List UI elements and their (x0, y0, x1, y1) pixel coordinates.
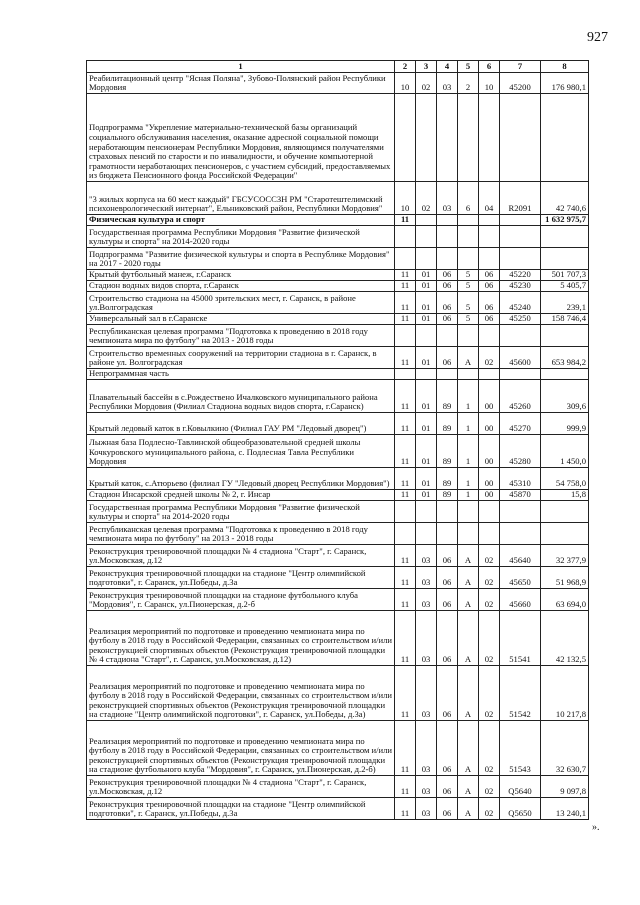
program-code-cell: 89 (437, 380, 458, 413)
program-code-cell: 03 (437, 182, 458, 215)
direction-code-cell: 45640 (500, 545, 541, 567)
table-row (87, 545, 589, 567)
column-header: 2 (395, 61, 416, 73)
row-name-cell: Строительство временных сооружений на территории стадиона в г. Саранск, в районе ул. Волгоградская (87, 347, 395, 369)
section-code-cell: 11 (395, 490, 416, 501)
section-code-cell (395, 248, 416, 270)
section-code-cell: 11 (395, 798, 416, 820)
column-header: 4 (437, 61, 458, 73)
event-code-cell: 02 (479, 666, 500, 721)
table-row (87, 226, 589, 248)
direction-code-cell: 45200 (500, 73, 541, 94)
subsection-code-cell (416, 226, 437, 248)
subprogram-code-cell (458, 369, 479, 380)
row-name-cell: Стадион Инсарской средней школы № 2, г. Инсар (87, 490, 395, 501)
amount-cell: 1 632 975,7 (541, 215, 589, 226)
table-row (87, 94, 589, 182)
subsection-code-cell: 03 (416, 567, 437, 589)
program-code-cell: 06 (437, 281, 458, 292)
row-name-cell: Государственная программа Республики Мордовия "Развитие физической культуры и спорта" на 2014-2020 годы (87, 226, 395, 248)
event-code-cell (479, 501, 500, 523)
program-code-cell (437, 226, 458, 248)
direction-code-cell: 51543 (500, 721, 541, 776)
row-name-cell: Универсальный зал в г.Саранске (87, 314, 395, 325)
amount-cell (541, 501, 589, 523)
subprogram-code-cell (458, 523, 479, 545)
amount-cell: 32 377,9 (541, 545, 589, 567)
direction-code-cell (500, 94, 541, 182)
section-code-cell: 11 (395, 413, 416, 435)
event-code-cell: 00 (479, 490, 500, 501)
amount-cell: 239,1 (541, 292, 589, 314)
table-row (87, 292, 589, 314)
subsection-code-cell (416, 94, 437, 182)
subprogram-code-cell (458, 94, 479, 182)
subsection-code-cell (416, 215, 437, 226)
row-name-cell: Крытый футбольный манеж, г.Саранск (87, 270, 395, 281)
subprogram-code-cell (458, 248, 479, 270)
row-name-cell: Республиканская целевая программа "Подготовка к проведению в 2018 году чемпионата мира по футболу" на 2013 - 2018 годы (87, 523, 395, 545)
direction-code-cell: 45280 (500, 435, 541, 468)
amount-cell (541, 248, 589, 270)
section-code-cell (395, 226, 416, 248)
subprogram-code-cell: А (458, 545, 479, 567)
row-name-cell: Реконструкция тренировочной площадки на стадионе "Центр олимпийской подготовки", г. Саранск, ул.Победы, д.3а (87, 567, 395, 589)
subsection-code-cell: 01 (416, 435, 437, 468)
program-code-cell (437, 523, 458, 545)
column-header: 3 (416, 61, 437, 73)
subprogram-code-cell: А (458, 666, 479, 721)
direction-code-cell: 45600 (500, 347, 541, 369)
direction-code-cell: 45270 (500, 413, 541, 435)
amount-cell: 13 240,1 (541, 798, 589, 820)
amount-cell (541, 226, 589, 248)
section-code-cell: 11 (395, 292, 416, 314)
event-code-cell: 00 (479, 435, 500, 468)
subprogram-code-cell: 1 (458, 490, 479, 501)
amount-cell: 51 968,9 (541, 567, 589, 589)
table-row (87, 468, 589, 490)
amount-cell: 1 450,0 (541, 435, 589, 468)
direction-code-cell (500, 248, 541, 270)
program-code-cell: 89 (437, 435, 458, 468)
amount-cell (541, 369, 589, 380)
subprogram-code-cell: 1 (458, 468, 479, 490)
event-code-cell: 00 (479, 380, 500, 413)
subsection-code-cell: 01 (416, 413, 437, 435)
section-code-cell: 11 (395, 314, 416, 325)
amount-cell: 32 630,7 (541, 721, 589, 776)
direction-code-cell: 45230 (500, 281, 541, 292)
program-code-cell (437, 94, 458, 182)
subprogram-code-cell (458, 226, 479, 248)
section-code-cell: 11 (395, 281, 416, 292)
subsection-code-cell: 03 (416, 611, 437, 666)
amount-cell: 42 132,5 (541, 611, 589, 666)
table-row (87, 182, 589, 215)
table-row (87, 215, 589, 226)
table-row (87, 270, 589, 281)
event-code-cell (479, 325, 500, 347)
direction-code-cell: 45260 (500, 380, 541, 413)
amount-cell: 10 217,8 (541, 666, 589, 721)
row-name-cell: Подпрограмма "Развитие физической культуры и спорта в Республике Мордовия" на 2017 - 2020 годы (87, 248, 395, 270)
column-header: 1 (87, 61, 395, 73)
program-code-cell: 89 (437, 490, 458, 501)
direction-code-cell: 51542 (500, 666, 541, 721)
table-row (87, 776, 589, 798)
direction-code-cell (500, 523, 541, 545)
subprogram-code-cell: 5 (458, 270, 479, 281)
row-name-cell: Стадион водных видов спорта, г.Саранск (87, 281, 395, 292)
event-code-cell: 06 (479, 281, 500, 292)
event-code-cell: 06 (479, 292, 500, 314)
subprogram-code-cell: А (458, 611, 479, 666)
program-code-cell: 06 (437, 545, 458, 567)
direction-code-cell (500, 369, 541, 380)
table-row (87, 589, 589, 611)
event-code-cell: 02 (479, 798, 500, 820)
subsection-code-cell: 01 (416, 314, 437, 325)
row-name-cell: Лыжная база Подлесно-Тавлинской общеобразовательной средней школы Кочкуровского муниципального района, с. Подлесная Тавла Республики Мордовия (87, 435, 395, 468)
event-code-cell: 02 (479, 721, 500, 776)
direction-code-cell (500, 325, 541, 347)
subprogram-code-cell: 2 (458, 73, 479, 94)
event-code-cell: 02 (479, 589, 500, 611)
row-name-cell: Реализация мероприятий по подготовке и проведению чемпионата мира по футболу в 2018 году в Российской Федерации, связанных со строительством и/или реконструкцией спортивных объектов (Реконструкция тренировочной площадки № 4 стадиона "Старт", г. Саранск, ул.Московская, д.12) (87, 611, 395, 666)
closing-quote-mark: ». (592, 822, 600, 833)
subprogram-code-cell: 5 (458, 281, 479, 292)
row-name-cell: Реконструкция тренировочной площадки на стадионе футбольного клуба "Мордовия", г. Саранск, ул.Пионерская, д.2-б (87, 589, 395, 611)
subprogram-code-cell: А (458, 776, 479, 798)
row-name-cell: Непрограммная часть (87, 369, 395, 380)
table-row (87, 501, 589, 523)
table-row (87, 325, 589, 347)
direction-code-cell: 45220 (500, 270, 541, 281)
column-header: 5 (458, 61, 479, 73)
amount-cell: 54 758,0 (541, 468, 589, 490)
direction-code-cell (500, 215, 541, 226)
row-name-cell: "3 жилых корпуса на 60 мест каждый" ГБСУСОССЗН РМ "Старотештелимский психоневрологический интернат", Ельниковский район, Республики Мордовия" (87, 182, 395, 215)
program-code-cell: 06 (437, 314, 458, 325)
subprogram-code-cell: А (458, 347, 479, 369)
subprogram-code-cell (458, 325, 479, 347)
program-code-cell (437, 215, 458, 226)
section-code-cell: 11 (395, 468, 416, 490)
table-row (87, 413, 589, 435)
event-code-cell: 04 (479, 182, 500, 215)
section-code-cell: 11 (395, 215, 416, 226)
row-name-cell: Государственная программа Республики Мордовия "Развитие физической культуры и спорта" на 2014-2020 годы (87, 501, 395, 523)
direction-code-cell: 45310 (500, 468, 541, 490)
event-code-cell: 10 (479, 73, 500, 94)
subsection-code-cell: 02 (416, 182, 437, 215)
subsection-code-cell: 01 (416, 468, 437, 490)
direction-code-cell: 45250 (500, 314, 541, 325)
subprogram-code-cell (458, 215, 479, 226)
program-code-cell: 06 (437, 347, 458, 369)
direction-code-cell (500, 501, 541, 523)
subprogram-code-cell: 5 (458, 314, 479, 325)
subprogram-code-cell: 5 (458, 292, 479, 314)
event-code-cell (479, 94, 500, 182)
section-code-cell: 11 (395, 776, 416, 798)
row-name-cell: Республиканская целевая программа "Подготовка к проведению в 2018 году чемпионата мира по футболу" на 2013 - 2018 годы (87, 325, 395, 347)
subprogram-code-cell: 6 (458, 182, 479, 215)
amount-cell: 5 405,7 (541, 281, 589, 292)
subprogram-code-cell: 1 (458, 413, 479, 435)
budget-table (86, 60, 589, 820)
program-code-cell (437, 325, 458, 347)
event-code-cell: 06 (479, 314, 500, 325)
subsection-code-cell: 01 (416, 281, 437, 292)
direction-code-cell: Q5650 (500, 798, 541, 820)
row-name-cell: Реализация мероприятий по подготовке и проведению чемпионата мира по футболу в 2018 году в Российской Федерации, связанных со строительством и/или реконструкцией спортивных объектов (Реконструкция тренировочной площадки на стадионе "Центр олимпийской подготовки", г. Саранск, ул.Победы, д.3а) (87, 666, 395, 721)
subsection-code-cell: 01 (416, 270, 437, 281)
row-name-cell: Реконструкция тренировочной площадки № 4 стадиона "Старт", г. Саранск, ул.Московская, д.12 (87, 776, 395, 798)
column-header: 7 (500, 61, 541, 73)
table-row (87, 721, 589, 776)
event-code-cell: 02 (479, 611, 500, 666)
subsection-code-cell: 02 (416, 73, 437, 94)
program-code-cell: 06 (437, 721, 458, 776)
subsection-code-cell: 01 (416, 380, 437, 413)
row-name-cell: Реконструкция тренировочной площадки № 4 стадиона "Старт", г. Саранск, ул.Московская, д.12 (87, 545, 395, 567)
direction-code-cell (500, 226, 541, 248)
subsection-code-cell: 03 (416, 545, 437, 567)
amount-cell: 63 694,0 (541, 589, 589, 611)
amount-cell: 9 097,8 (541, 776, 589, 798)
direction-code-cell: Q5640 (500, 776, 541, 798)
program-code-cell: 89 (437, 468, 458, 490)
event-code-cell: 02 (479, 567, 500, 589)
table-row (87, 490, 589, 501)
section-code-cell: 11 (395, 545, 416, 567)
subsection-code-cell (416, 369, 437, 380)
page-number: 927 (587, 30, 608, 45)
subprogram-code-cell: А (458, 721, 479, 776)
row-name-cell: Реконструкция тренировочной площадки на стадионе "Центр олимпийской подготовки", г. Саранск, ул.Победы, д.3а (87, 798, 395, 820)
table-row (87, 523, 589, 545)
row-name-cell: Физическая культура и спорт (87, 215, 395, 226)
table-body (87, 73, 589, 820)
row-name-cell: Плавательный бассейн в с.Рождествено Ичалковского муниципального района Республики Мордовия (Филиал Стадиона водных видов спорта, г.Саранск) (87, 380, 395, 413)
program-code-cell (437, 501, 458, 523)
section-code-cell: 11 (395, 567, 416, 589)
table-row (87, 281, 589, 292)
direction-code-cell: 45650 (500, 567, 541, 589)
event-code-cell (479, 215, 500, 226)
table-row (87, 611, 589, 666)
event-code-cell (479, 248, 500, 270)
section-code-cell: 11 (395, 721, 416, 776)
program-code-cell: 06 (437, 270, 458, 281)
amount-cell: 653 984,2 (541, 347, 589, 369)
row-name-cell: Подпрограмма "Укрепление материально-технической базы организаций социального обслуживания населения, оказание адресной социальной помощи неработающим пенсионерам Республики Мордовия, являющимся получателями страховых пенсий по старости и по инвалидности, и обучение компьютерной грамотности неработающих пенсионеров, с участием субсидий, предоставляемых из бюджета Пенсионного фонда Российской Федерации" (87, 94, 395, 182)
program-code-cell: 06 (437, 567, 458, 589)
subprogram-code-cell (458, 501, 479, 523)
row-name-cell: Реализация мероприятий по подготовке и проведению чемпионата мира по футболу в 2018 году в Российской Федерации, связанных со строительством и/или реконструкцией спортивных объектов (Реконструкция тренировочной площадки на стадионе футбольного клуба "Мордовия", г. Саранск, ул.Пионерская, д.2-б) (87, 721, 395, 776)
section-code-cell (395, 501, 416, 523)
table-header-row (87, 61, 589, 73)
table-row (87, 73, 589, 94)
subprogram-code-cell: А (458, 798, 479, 820)
program-code-cell: 06 (437, 589, 458, 611)
table-row (87, 248, 589, 270)
program-code-cell: 06 (437, 611, 458, 666)
subprogram-code-cell: А (458, 589, 479, 611)
section-code-cell: 11 (395, 347, 416, 369)
subsection-code-cell: 03 (416, 666, 437, 721)
direction-code-cell: 45870 (500, 490, 541, 501)
section-code-cell: 11 (395, 589, 416, 611)
amount-cell (541, 325, 589, 347)
section-code-cell (395, 325, 416, 347)
event-code-cell: 02 (479, 347, 500, 369)
subsection-code-cell: 03 (416, 721, 437, 776)
section-code-cell (395, 94, 416, 182)
section-code-cell: 11 (395, 270, 416, 281)
event-code-cell: 00 (479, 468, 500, 490)
section-code-cell: 11 (395, 666, 416, 721)
direction-code-cell: 45240 (500, 292, 541, 314)
section-code-cell (395, 369, 416, 380)
row-name-cell: Крытый ледовый каток в г.Ковылкино (Филиал ГАУ РМ "Ледовый дворец") (87, 413, 395, 435)
program-code-cell: 03 (437, 73, 458, 94)
section-code-cell: 10 (395, 73, 416, 94)
program-code-cell: 06 (437, 666, 458, 721)
table-row (87, 435, 589, 468)
event-code-cell: 02 (479, 545, 500, 567)
subsection-code-cell (416, 248, 437, 270)
section-code-cell: 11 (395, 435, 416, 468)
subsection-code-cell: 03 (416, 798, 437, 820)
program-code-cell: 06 (437, 776, 458, 798)
event-code-cell: 02 (479, 776, 500, 798)
amount-cell: 158 746,4 (541, 314, 589, 325)
subprogram-code-cell: 1 (458, 380, 479, 413)
amount-cell: 999,9 (541, 413, 589, 435)
program-code-cell (437, 369, 458, 380)
program-code-cell: 89 (437, 413, 458, 435)
event-code-cell: 00 (479, 413, 500, 435)
event-code-cell (479, 226, 500, 248)
event-code-cell (479, 369, 500, 380)
table-row (87, 380, 589, 413)
subsection-code-cell: 01 (416, 292, 437, 314)
subsection-code-cell: 01 (416, 490, 437, 501)
direction-code-cell: R2091 (500, 182, 541, 215)
section-code-cell: 11 (395, 380, 416, 413)
event-code-cell (479, 523, 500, 545)
subprogram-code-cell: 1 (458, 435, 479, 468)
program-code-cell: 06 (437, 798, 458, 820)
program-code-cell: 06 (437, 292, 458, 314)
table-row (87, 369, 589, 380)
section-code-cell: 10 (395, 182, 416, 215)
subsection-code-cell (416, 523, 437, 545)
row-name-cell: Крытый каток, с.Атюрьево (филиал ГУ "Ледовый дворец Республики Мордовия") (87, 468, 395, 490)
amount-cell: 176 980,1 (541, 73, 589, 94)
subsection-code-cell: 01 (416, 347, 437, 369)
direction-code-cell: 45660 (500, 589, 541, 611)
column-header: 8 (541, 61, 589, 73)
amount-cell: 501 707,3 (541, 270, 589, 281)
amount-cell (541, 94, 589, 182)
section-code-cell (395, 523, 416, 545)
table-row (87, 567, 589, 589)
subsection-code-cell: 03 (416, 776, 437, 798)
table-row (87, 666, 589, 721)
subprogram-code-cell: А (458, 567, 479, 589)
row-name-cell: Строительство стадиона на 45000 зрительских мест, г. Саранск, в районе ул.Волгоградская (87, 292, 395, 314)
subsection-code-cell (416, 325, 437, 347)
direction-code-cell: 51541 (500, 611, 541, 666)
program-code-cell (437, 248, 458, 270)
amount-cell: 15,8 (541, 490, 589, 501)
table-row (87, 347, 589, 369)
section-code-cell: 11 (395, 611, 416, 666)
amount-cell (541, 523, 589, 545)
subsection-code-cell: 03 (416, 589, 437, 611)
column-header: 6 (479, 61, 500, 73)
row-name-cell: Реабилитационный центр "Ясная Поляна", Зубово-Полянский район Республики Мордовия (87, 73, 395, 94)
subsection-code-cell (416, 501, 437, 523)
event-code-cell: 06 (479, 270, 500, 281)
table-row (87, 314, 589, 325)
amount-cell: 309,6 (541, 380, 589, 413)
amount-cell: 42 740,6 (541, 182, 589, 215)
table-row (87, 798, 589, 820)
